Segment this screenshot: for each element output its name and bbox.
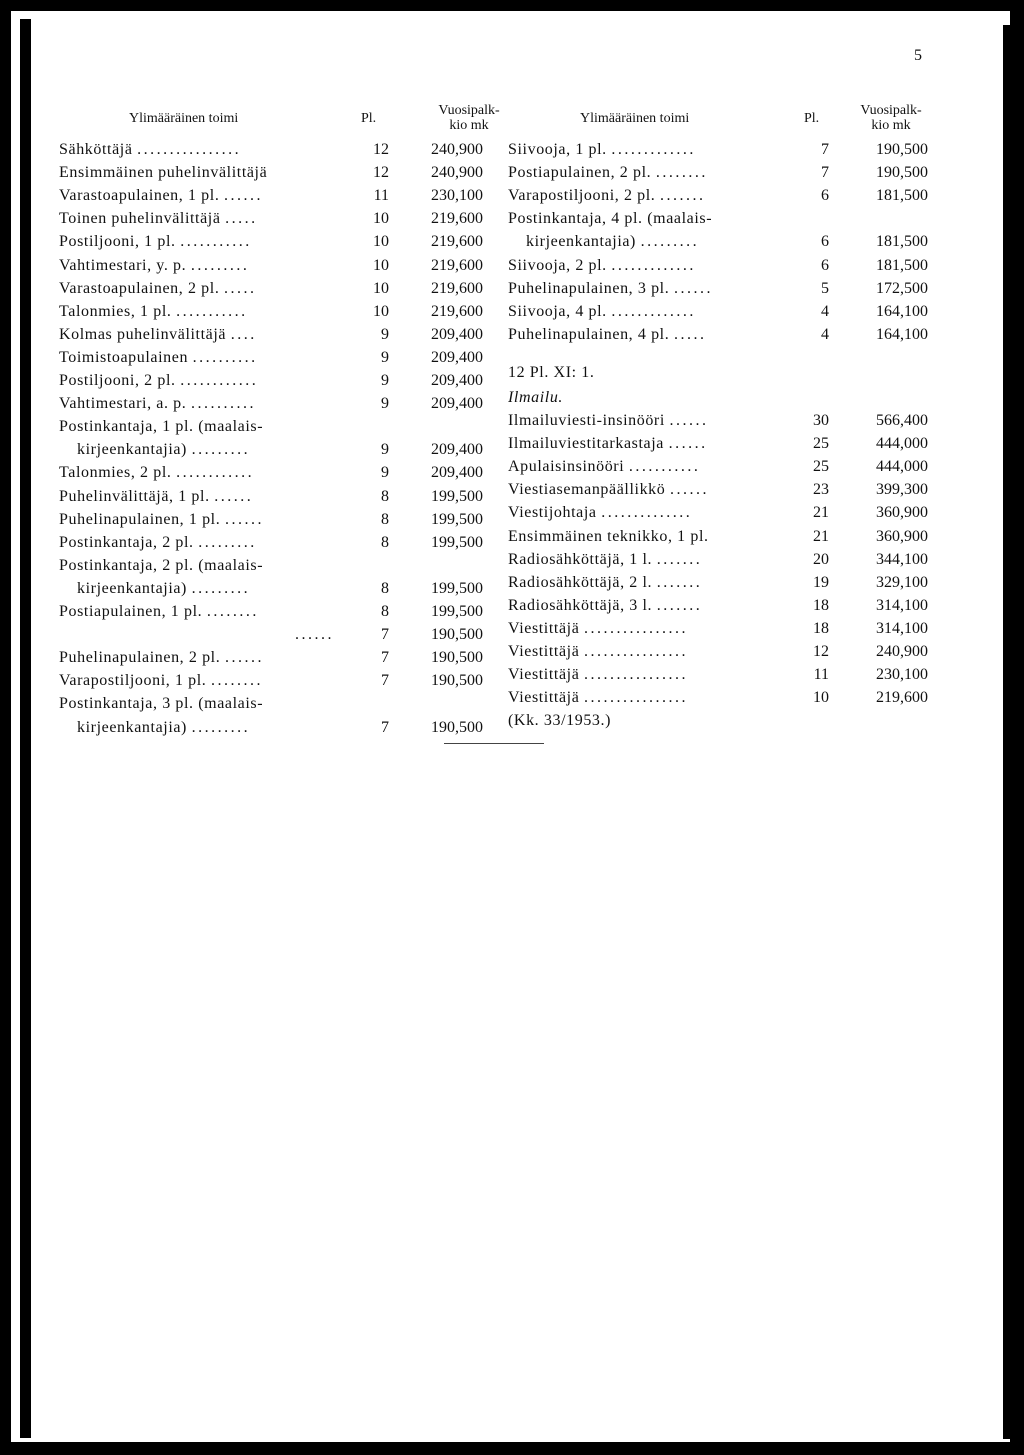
section-subheading: Ilmailu.: [508, 389, 564, 406]
row-title-text: Apulaisinsinööri: [508, 458, 625, 476]
pay-grade: 6: [821, 233, 829, 251]
leader-dots: ............: [180, 372, 259, 389]
table-row: [508, 663, 931, 686]
row-title: [508, 640, 798, 663]
pay-grade: 20: [813, 550, 829, 568]
annual-salary: 219,600: [431, 210, 483, 228]
pay-grade: 8: [381, 533, 389, 551]
leader-dots: .......: [656, 573, 703, 591]
annual-salary: 199,500: [431, 510, 483, 528]
annual-salary: 190,500: [431, 649, 483, 667]
table-row: [508, 478, 931, 501]
pay-grade: 9: [381, 348, 389, 366]
annual-salary: 181,500: [876, 233, 928, 251]
row-title: [59, 392, 339, 415]
leader-dots: ......: [668, 435, 708, 453]
pay-grade: 21: [813, 504, 829, 522]
row-title: [59, 230, 339, 253]
pay-grade: 21: [813, 527, 829, 545]
pay-grade: 9: [381, 395, 389, 413]
row-title: [59, 485, 339, 508]
leader-dots: .............: [611, 256, 696, 274]
annual-salary: 172,500: [876, 279, 928, 297]
row-title: [508, 161, 798, 184]
table-row: [508, 184, 931, 207]
leader-dots: .......: [656, 596, 703, 614]
leader-dots: .............: [611, 302, 696, 320]
leader-dots: ........: [655, 164, 708, 182]
annual-salary: 444,000: [876, 435, 928, 453]
row-title-text: Puhelinvälittäjä, 1 pl.: [59, 487, 210, 505]
annual-salary: 199,500: [431, 579, 483, 597]
leader-dots: ................: [584, 666, 689, 684]
row-title-text: Vahtimestari, a. p.: [59, 395, 187, 413]
table-row: [508, 409, 931, 432]
table-row: [59, 531, 486, 554]
table-row: [508, 300, 931, 323]
pay-grade: 8: [381, 579, 389, 597]
row-title-text: Talonmies, 1 pl.: [59, 302, 172, 320]
row-title-text: kirjeenkantajia): [77, 441, 187, 459]
row-title: [77, 577, 357, 600]
row-title: [59, 184, 339, 207]
table-row: [59, 669, 486, 692]
table-row: [59, 323, 486, 346]
annual-salary: 181,500: [876, 256, 928, 274]
table-row: [59, 254, 486, 277]
leader-dots: .........: [190, 256, 250, 274]
leader-dots: ............: [176, 464, 255, 482]
table-row: [508, 161, 931, 184]
row-title-text: Postiljooni, 1 pl.: [59, 233, 176, 251]
annual-salary: 240,900: [876, 643, 928, 660]
pay-grade: 25: [813, 458, 829, 476]
pay-grade: 23: [813, 481, 829, 499]
row-title: [508, 663, 798, 686]
pay-grade: 11: [373, 187, 389, 205]
row-title-text: Siivooja, 4 pl.: [508, 302, 607, 320]
leader-dots: .......: [656, 550, 703, 568]
pay-grade: 7: [381, 672, 389, 690]
pay-grade: 8: [381, 487, 389, 505]
leader-dots: ......: [214, 487, 254, 505]
leader-dots: .........: [198, 533, 257, 551]
row-title-text: Postinkantaja, 2 pl. (maalais-: [59, 556, 264, 574]
row-title-text: Radiosähköttäjä, 2 l.: [508, 573, 653, 591]
leader-dots: ................: [584, 619, 689, 637]
pay-grade: 10: [373, 302, 389, 320]
leader-dots: ........: [211, 672, 264, 690]
row-title-text: kirjeenkantajia): [77, 718, 187, 736]
row-title-text: Postinkantaja, 1 pl. (maalais-: [59, 418, 264, 436]
row-title: [59, 554, 339, 577]
header-pl: Pl.: [804, 111, 820, 126]
row-title: [508, 455, 798, 478]
table-row: [59, 508, 486, 531]
row-title: [59, 161, 339, 184]
table-row: [59, 392, 486, 415]
row-title: [59, 531, 339, 554]
table-row: [59, 438, 486, 461]
leader-dots: ......: [224, 187, 264, 205]
leader-dots: ........: [206, 603, 259, 620]
annual-salary: 190,500: [431, 626, 483, 644]
row-title: [59, 415, 339, 438]
table-row: [508, 207, 931, 230]
row-title-text: Varapostiljooni, 2 pl.: [508, 187, 656, 205]
row-title-text: Varastoapulainen, 1 pl.: [59, 187, 220, 205]
row-title-text: Toinen puhelinvälittäjä: [59, 210, 221, 228]
annual-salary: 360,900: [876, 504, 928, 522]
row-title-text: Puhelinapulainen, 4 pl.: [508, 325, 670, 343]
table-row: [59, 485, 486, 508]
pay-grade: 9: [381, 372, 389, 389]
header-title: Ylimääräinen toimi: [129, 111, 239, 126]
row-title: [59, 508, 339, 531]
pay-grade: 10: [373, 279, 389, 297]
row-title-text: Puhelinapulainen, 3 pl.: [508, 279, 670, 297]
table-row: [508, 686, 931, 709]
table-row: [508, 594, 931, 617]
leader-dots: ..........: [190, 395, 256, 413]
row-title-text: kirjeenkantajia): [77, 579, 187, 597]
row-title: [59, 369, 339, 392]
pay-grade: 12: [373, 164, 389, 182]
table-row: [508, 640, 931, 663]
annual-salary: 344,100: [876, 550, 928, 568]
annual-salary: 190,500: [876, 164, 928, 182]
annual-salary: 219,600: [431, 256, 483, 274]
pay-grade: 30: [813, 412, 829, 429]
row-title-text: Viestittäjä: [508, 689, 580, 707]
annual-salary: 230,100: [431, 187, 483, 205]
annual-salary: 209,400: [431, 464, 483, 482]
row-title: [77, 716, 357, 739]
row-title: [508, 254, 798, 277]
row-title-text: Postiljooni, 2 pl.: [59, 372, 176, 389]
row-title-text: Varastoapulainen, 2 pl.: [59, 279, 220, 297]
end-rule: [444, 743, 544, 744]
row-title: [508, 686, 798, 709]
annual-salary: 209,400: [431, 348, 483, 366]
leader-dots: .....: [673, 325, 707, 343]
table-row: [59, 346, 486, 369]
pay-grade: 9: [381, 464, 389, 482]
pay-grade: 25: [813, 435, 829, 453]
leader-dots: ................: [137, 141, 242, 158]
row-title: [508, 594, 798, 617]
row-title-text: Radiosähköttäjä, 1 l.: [508, 550, 653, 568]
leader-dots: .........: [191, 441, 251, 459]
row-title: [508, 432, 798, 455]
pay-grade: 6: [821, 256, 829, 274]
table-row: [59, 461, 486, 484]
leader-dots: ...........: [176, 302, 248, 320]
pay-grade: 5: [821, 279, 829, 297]
row-title: [508, 548, 798, 571]
row-title: [59, 600, 339, 623]
row-title: [59, 207, 339, 230]
leader-dots: .............: [611, 141, 696, 158]
pay-grade: 19: [813, 573, 829, 591]
pay-grade: 4: [821, 302, 829, 320]
table-row: [59, 230, 486, 253]
annual-salary: 199,500: [431, 487, 483, 505]
table-row: [59, 716, 486, 739]
row-title: [59, 692, 339, 715]
table-row: [508, 277, 931, 300]
table-row: [59, 369, 486, 392]
pay-grade: 8: [381, 603, 389, 620]
table-row: [508, 571, 931, 594]
table-row: [59, 577, 486, 600]
row-title-text: Postinkantaja, 3 pl. (maalais-: [59, 695, 264, 713]
annual-salary: 219,600: [431, 233, 483, 251]
row-title-text: Radiosähköttäjä, 3 l.: [508, 596, 653, 614]
pay-grade: 18: [813, 596, 829, 614]
right-column-header: [508, 103, 931, 139]
row-title: [508, 478, 798, 501]
row-title-text: Viestittäjä: [508, 666, 580, 684]
document-page: [11, 11, 1010, 1442]
pay-grade: 9: [381, 325, 389, 343]
row-title-text: Vahtimestari, y. p.: [59, 256, 187, 274]
table-row: [508, 230, 931, 253]
table-row: [59, 184, 486, 207]
annual-salary: 209,400: [431, 325, 483, 343]
leader-dots: ......: [224, 649, 264, 667]
row-title-text: Ilmailuviestitarkastaja: [508, 435, 664, 453]
table-row: [508, 501, 931, 524]
row-title: [508, 709, 798, 732]
pay-grade: 11: [813, 666, 829, 684]
leader-dots: ......: [669, 412, 709, 429]
row-title: [508, 323, 798, 346]
table-row: [508, 254, 931, 277]
row-title-text: Ensimmäinen teknikko, 1 pl.: [508, 527, 709, 545]
annual-salary: 164,100: [876, 325, 928, 343]
scan-border-left: [20, 19, 31, 1438]
pay-grade: 10: [813, 689, 829, 707]
leader-dots: ......: [669, 481, 709, 499]
table-row: [59, 600, 486, 623]
row-title: [508, 409, 798, 432]
row-title: [59, 646, 339, 669]
pay-grade: 10: [373, 210, 389, 228]
row-title: [59, 346, 339, 369]
row-title-text: Ensimmäinen puhelinvälittäjä: [59, 164, 268, 182]
annual-salary: 219,600: [431, 279, 483, 297]
annual-salary: 566,400: [876, 412, 928, 429]
annual-salary: 219,600: [431, 302, 483, 320]
pay-grade: 7: [381, 718, 389, 736]
header-salary: Vuosipalk- kio mk: [438, 103, 500, 133]
pay-grade: 8: [381, 510, 389, 528]
row-title-text: Postinkantaja, 2 pl.: [59, 533, 194, 551]
pay-grade: 18: [813, 619, 829, 637]
table-row: [59, 415, 486, 438]
table-row: [508, 617, 931, 640]
annual-salary: 219,600: [876, 689, 928, 707]
table-row: [508, 548, 931, 571]
pay-grade: 10: [373, 256, 389, 274]
table-row: [59, 554, 486, 577]
row-title: [59, 138, 339, 161]
table-row: [508, 525, 931, 548]
row-title: [508, 277, 798, 300]
leader-dots: .........: [191, 718, 251, 736]
row-title-text: Siivooja, 2 pl.: [508, 256, 607, 274]
scan-border-right: [1003, 25, 1015, 1439]
leader-dots: ...........: [180, 233, 252, 251]
pay-grade: 12: [373, 141, 389, 158]
row-title: [508, 207, 798, 230]
row-title: [59, 461, 339, 484]
row-title-text: Sähköttäjä: [59, 141, 133, 158]
leader-dots: .........: [640, 233, 700, 251]
leader-dots: ......: [673, 279, 713, 297]
pay-grade: 7: [381, 626, 389, 644]
left-column-header: [59, 103, 500, 139]
leader-dots: ......: [295, 626, 334, 644]
row-title-text: Viestittäjä: [508, 643, 580, 660]
annual-salary: 314,100: [876, 596, 928, 614]
row-title-text: Postiapulainen, 2 pl.: [508, 164, 652, 182]
pay-grade: 10: [373, 233, 389, 251]
table-row: [59, 161, 486, 184]
annual-salary: 240,900: [431, 141, 483, 158]
annual-salary: 360,900: [876, 527, 928, 545]
annual-salary: 399,300: [876, 481, 928, 499]
table-row: [59, 207, 486, 230]
row-title: [508, 617, 798, 640]
row-title-text: Viestiasemanpäällikkö: [508, 481, 666, 499]
pay-grade: 6: [821, 187, 829, 205]
pay-grade: 7: [821, 141, 829, 158]
annual-salary: 209,400: [431, 441, 483, 459]
pay-grade: 7: [821, 164, 829, 182]
header-salary: Vuosipalk- kio mk: [860, 103, 922, 133]
annual-salary: 190,500: [431, 672, 483, 690]
row-title: [508, 571, 798, 594]
annual-salary: 230,100: [876, 666, 928, 684]
annual-salary: 329,100: [876, 573, 928, 591]
annual-salary: 190,500: [431, 718, 483, 736]
row-title-text: kirjeenkantajia): [526, 233, 636, 251]
table-row: [59, 646, 486, 669]
row-title-text: Varapostiljooni, 1 pl.: [59, 672, 207, 690]
leader-dots: ..............: [601, 504, 693, 522]
row-title: [508, 300, 798, 323]
annual-salary: 190,500: [876, 141, 928, 158]
pay-grade: 9: [381, 441, 389, 459]
row-title-text: Ilmailuviesti-insinööri: [508, 412, 665, 429]
table-row: [508, 432, 931, 455]
annual-salary: 209,400: [431, 395, 483, 413]
annual-salary: 444,000: [876, 458, 928, 476]
annual-salary: 199,500: [431, 603, 483, 620]
page-number: 5: [914, 47, 922, 64]
table-row: [508, 455, 931, 478]
row-title: [295, 623, 334, 646]
leader-dots: ..........: [192, 348, 258, 366]
table-row: [508, 323, 931, 346]
row-title-text: Puhelinapulainen, 2 pl.: [59, 649, 221, 667]
row-title: [508, 184, 798, 207]
row-title-text: Viestijohtaja: [508, 504, 597, 522]
annual-salary: 314,100: [876, 619, 928, 637]
leader-dots: ...........: [628, 458, 701, 476]
row-title-text: Talonmies, 2 pl.: [59, 464, 172, 482]
table-row: [508, 709, 931, 732]
row-title-text: Toimistoapulainen: [59, 348, 189, 366]
leader-dots: .....: [224, 279, 257, 297]
pay-grade: 7: [381, 649, 389, 667]
annual-salary: 164,100: [876, 302, 928, 320]
section-heading: 12 Pl. XI: 1.: [508, 364, 595, 381]
table-row: [59, 277, 486, 300]
leader-dots: .......: [660, 187, 706, 205]
row-title: [77, 438, 357, 461]
leader-dots: ................: [584, 689, 689, 707]
table-row: [59, 300, 486, 323]
annual-salary: 209,400: [431, 372, 483, 389]
row-title: [526, 230, 816, 253]
table-row: [59, 692, 486, 715]
table-row: [508, 138, 931, 161]
leader-dots: ................: [584, 643, 689, 660]
row-title: [508, 138, 798, 161]
row-title: [59, 277, 339, 300]
row-title: [508, 501, 798, 524]
row-title: [59, 254, 339, 277]
header-pl: Pl.: [361, 111, 377, 126]
row-title: [59, 669, 339, 692]
header-title: Ylimääräinen toimi: [580, 111, 690, 126]
row-title: [508, 525, 798, 548]
pay-grade: 12: [813, 643, 829, 660]
table-row: [59, 138, 486, 161]
row-title-text: Postiapulainen, 1 pl.: [59, 603, 203, 620]
row-title-text: (Kk. 33/1953.): [508, 712, 612, 730]
row-title: [59, 323, 339, 346]
row-title: [59, 300, 339, 323]
annual-salary: 240,900: [431, 164, 483, 182]
row-title-text: Puhelinapulainen, 1 pl.: [59, 510, 221, 528]
leader-dots: .........: [191, 579, 251, 597]
row-title-text: Postinkantaja, 4 pl. (maalais-: [508, 210, 713, 228]
annual-salary: 199,500: [431, 533, 483, 551]
leader-dots: ....: [230, 325, 257, 343]
pay-grade: 4: [821, 325, 829, 343]
leader-dots: ......: [224, 510, 264, 528]
row-title-text: Viestittäjä: [508, 619, 580, 637]
row-title-text: Siivooja, 1 pl.: [508, 141, 607, 158]
leader-dots: .....: [225, 210, 258, 228]
row-title-text: Kolmas puhelinvälittäjä: [59, 325, 227, 343]
annual-salary: 181,500: [876, 187, 928, 205]
table-row: [59, 623, 486, 646]
